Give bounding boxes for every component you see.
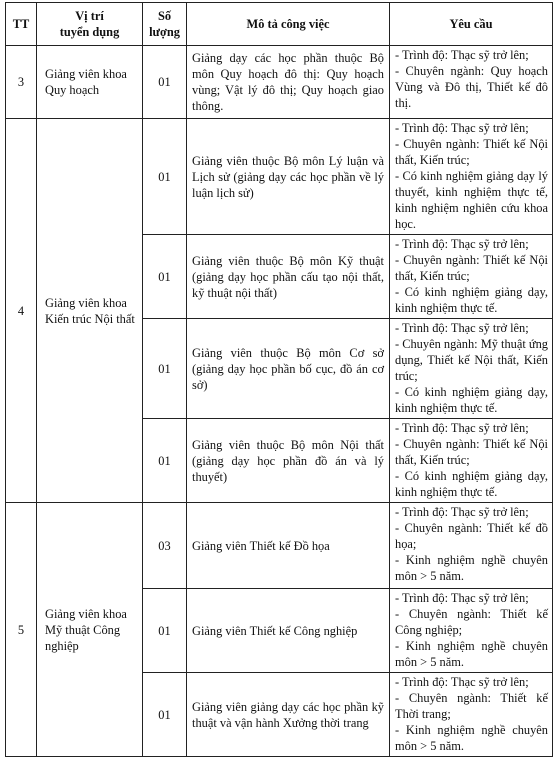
document-page xyxy=(5,2,552,757)
requirement-line: - Trình độ: Thạc sỹ trở lên; xyxy=(395,421,529,435)
requirement-line: - Kinh nghiệm nghề chuyên môn > 5 năm. xyxy=(395,553,548,583)
description-cell: Giảng viên giảng dạy các học phần kỹ thuật và vận hành Xưởng thời trang xyxy=(187,673,390,757)
requirement-line: - Có kinh nghiệm giảng dạy, kinh nghiệm thực tế. xyxy=(395,285,548,315)
quantity-cell: 01 xyxy=(143,673,187,757)
requirements-cell xyxy=(390,119,553,235)
quantity-cell: 03 xyxy=(143,503,187,589)
table-body xyxy=(6,46,553,757)
header-tt: TT xyxy=(6,3,37,46)
requirement-line: - Kinh nghiệm nghề chuyên môn > 5 năm. xyxy=(395,639,548,669)
position-cell: Giảng viên khoa Kiến trúc Nội thất xyxy=(37,119,143,503)
requirements-cell xyxy=(390,319,553,419)
header-position-line2: tuyển dụng xyxy=(59,25,120,39)
header-position xyxy=(37,3,143,46)
header-position-line1: Vị trí xyxy=(75,9,104,23)
requirements-cell xyxy=(390,419,553,503)
requirements-cell xyxy=(390,46,553,119)
requirement-line: - Chuyên ngành: Thiết kế Nội thất, Kiến trúc; xyxy=(395,253,548,283)
quantity-cell: 01 xyxy=(143,589,187,673)
requirement-line: - Chuyên ngành: Thiết kế Thời trang; xyxy=(395,691,548,721)
requirement-line: - Chuyên ngành: Thiết kế Công nghiệp; xyxy=(395,607,548,637)
requirements-cell xyxy=(390,235,553,319)
requirement-line: - Chuyên ngành: Mỹ thuật ứng dụng, Thiết kế Nội thất, Kiến trúc; xyxy=(395,337,548,383)
table-row xyxy=(6,119,553,235)
requirement-line: - Kinh nghiệm nghề chuyên môn > 5 năm. xyxy=(395,723,548,753)
requirement-line: - Có kinh nghiệm giảng dạy, kinh nghiệm thực tế. xyxy=(395,469,548,499)
description-cell: Giảng viên Thiết kế Công nghiệp xyxy=(187,589,390,673)
requirement-line: - Chuyên ngành: Quy hoạch Vùng và Đô thị, Thiết kế đô thị. xyxy=(395,64,548,110)
requirements-cell xyxy=(390,589,553,673)
header-quantity-line1: Số xyxy=(157,9,172,23)
row-number: 5 xyxy=(6,503,37,757)
description-cell: Giảng viên Thiết kế Đồ họa xyxy=(187,503,390,589)
description-cell: Giảng viên thuộc Bộ môn Kỹ thuật (giảng dạy học phần cấu tạo nội thất, kỹ thuật nội thất) xyxy=(187,235,390,319)
quantity-cell: 01 xyxy=(143,119,187,235)
quantity-cell: 01 xyxy=(143,235,187,319)
requirement-line: - Trình độ: Thạc sỹ trở lên; xyxy=(395,237,529,251)
row-number: 4 xyxy=(6,119,37,503)
description-cell: Giảng dạy các học phần thuộc Bộ môn Quy hoạch đô thị: Quy hoạch vùng; Vật lý đô thị; Quy hoạch giao thông. xyxy=(187,46,390,119)
requirements-cell xyxy=(390,503,553,589)
description-cell: Giảng viên thuộc Bộ môn Lý luận và Lịch sử (giảng dạy các học phần về lý luận lịch sử) xyxy=(187,119,390,235)
description-cell: Giảng viên thuộc Bộ môn Cơ sở (giảng dạy học phần bố cục, đồ án cơ sở) xyxy=(187,319,390,419)
requirement-line: - Trình độ: Thạc sỹ trở lên; xyxy=(395,505,529,519)
requirement-line: - Có kinh nghiệm giảng dạy, kinh nghiệm thực tế. xyxy=(395,385,548,415)
recruitment-table xyxy=(5,2,553,757)
requirement-line: - Chuyên ngành: Thiết kế Nội thất, Kiến trúc; xyxy=(395,137,548,167)
requirements-cell xyxy=(390,673,553,757)
description-cell: Giảng viên thuộc Bộ môn Nội thất (giảng dạy học phần đồ án và lý thuyết) xyxy=(187,419,390,503)
header-quantity-line2: lượng xyxy=(149,25,180,39)
header-row xyxy=(6,3,553,46)
requirement-line: - Chuyên ngành: Thiết kế Nội thất, Kiến trúc; xyxy=(395,437,548,467)
quantity-cell: 01 xyxy=(143,319,187,419)
row-number: 3 xyxy=(6,46,37,119)
table-row xyxy=(6,46,553,119)
position-cell: Giảng viên khoa Quy hoạch xyxy=(37,46,143,119)
requirement-line: - Chuyên ngành: Thiết kế đồ họa; xyxy=(395,521,548,551)
header-requirements: Yêu cầu xyxy=(390,3,553,46)
position-cell: Giảng viên khoa Mỹ thuật Công nghiệp xyxy=(37,503,143,757)
header-quantity xyxy=(143,3,187,46)
requirement-line: - Trình độ: Thạc sỹ trở lên; xyxy=(395,48,529,62)
requirement-line: - Trình độ: Thạc sỹ trở lên; xyxy=(395,675,529,689)
requirement-line: - Trình độ: Thạc sỹ trở lên; xyxy=(395,321,529,335)
header-description: Mô tả công việc xyxy=(187,3,390,46)
quantity-cell: 01 xyxy=(143,419,187,503)
requirement-line: - Trình độ: Thạc sỹ trở lên; xyxy=(395,121,529,135)
quantity-cell: 01 xyxy=(143,46,187,119)
requirement-line: - Có kinh nghiệm giảng dạy lý thuyết, kinh nghiệm thực tế, kinh nghiệm nghiên cứu khoa học. xyxy=(395,169,548,231)
table-row xyxy=(6,503,553,589)
requirement-line: - Trình độ: Thạc sỹ trở lên; xyxy=(395,591,529,605)
